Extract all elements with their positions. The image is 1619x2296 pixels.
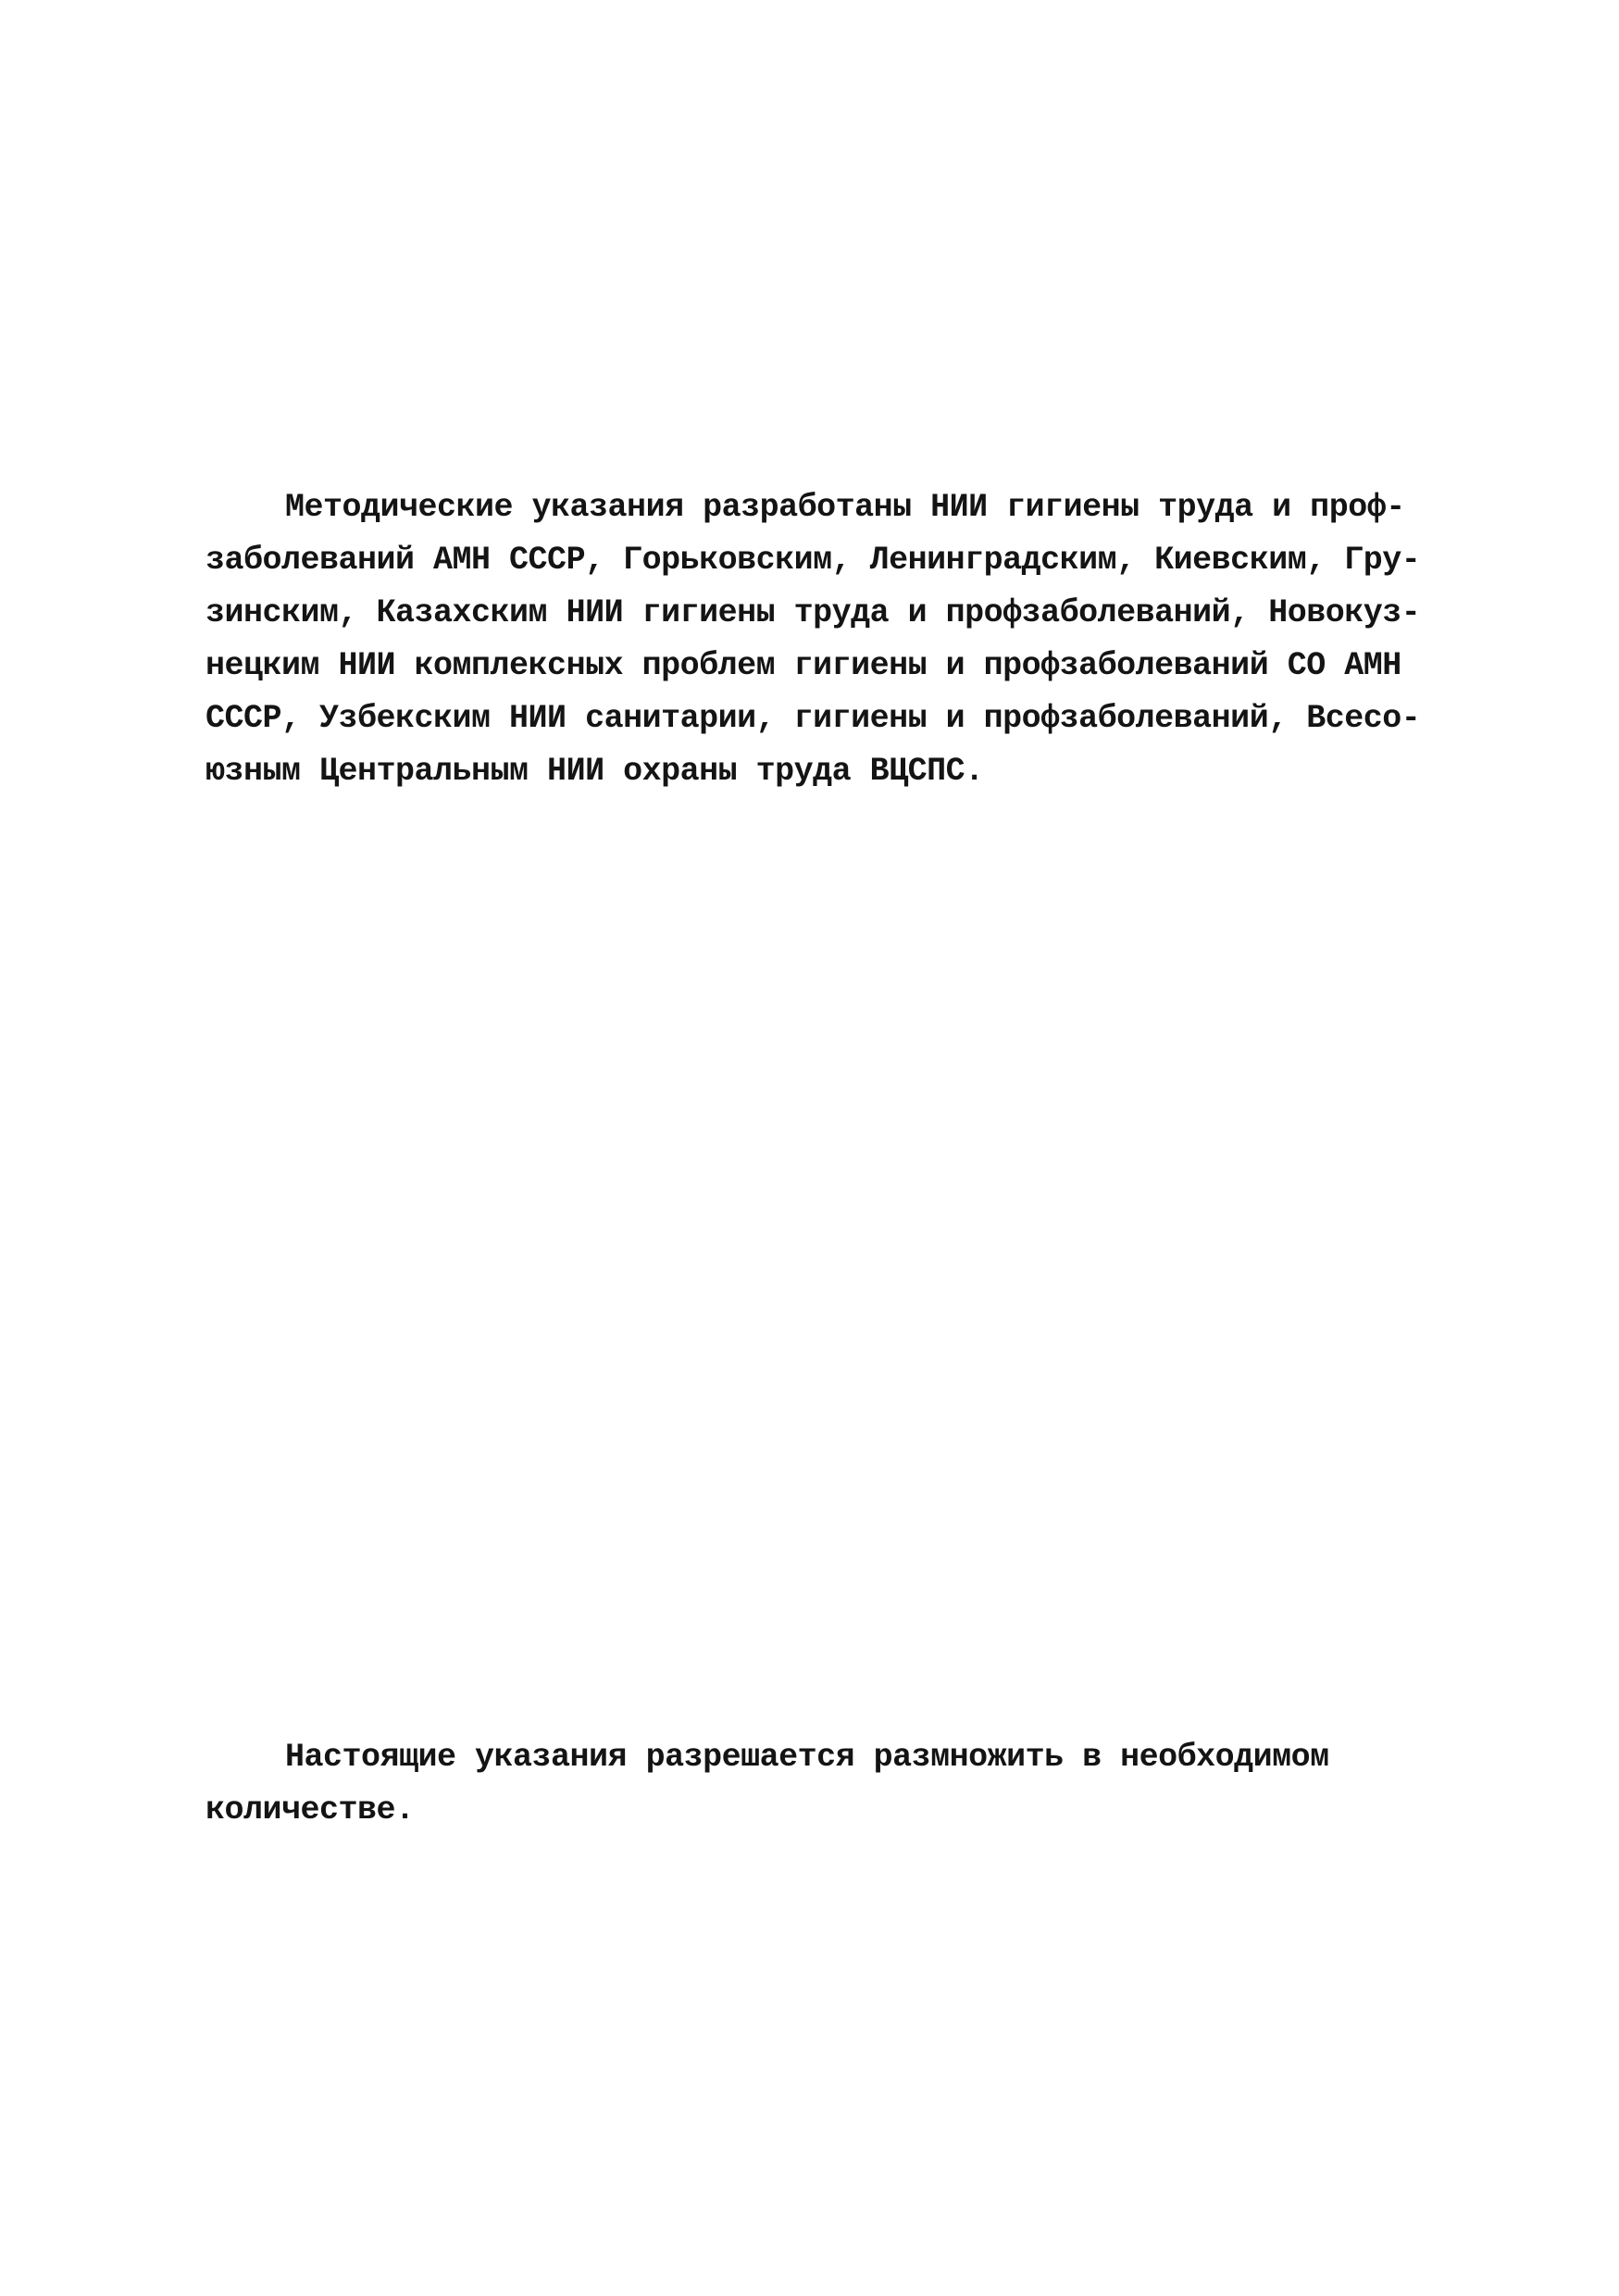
reproduction-line-1: Настоящие указания разрешается размножить в необходимом xyxy=(285,1739,1329,1776)
authors-paragraph xyxy=(205,481,1464,798)
reproduction-line-2: количестве. xyxy=(205,1791,415,1828)
authors-line-5: СССР, Узбекским НИИ санитарии, гигиены и профзаболеваний, Всесо- xyxy=(205,700,1421,737)
authors-line-6: юзным Центральным НИИ охраны труда ВЦСПС. xyxy=(205,753,984,790)
authors-line-2: заболеваний АМН СССР, Горьковским, Ленинградским, Киевским, Гру- xyxy=(205,542,1421,579)
reproduction-paragraph xyxy=(205,1731,1464,1837)
authors-line-1: Методические указания разработаны НИИ гигиены труда и проф- xyxy=(285,489,1405,526)
authors-line-3: зинским, Казахским НИИ гигиены труда и профзаболеваний, Новокуз- xyxy=(205,594,1421,631)
authors-line-4: нецким НИИ комплексных проблем гигиены и профзаболеваний СО АМН xyxy=(205,647,1401,684)
